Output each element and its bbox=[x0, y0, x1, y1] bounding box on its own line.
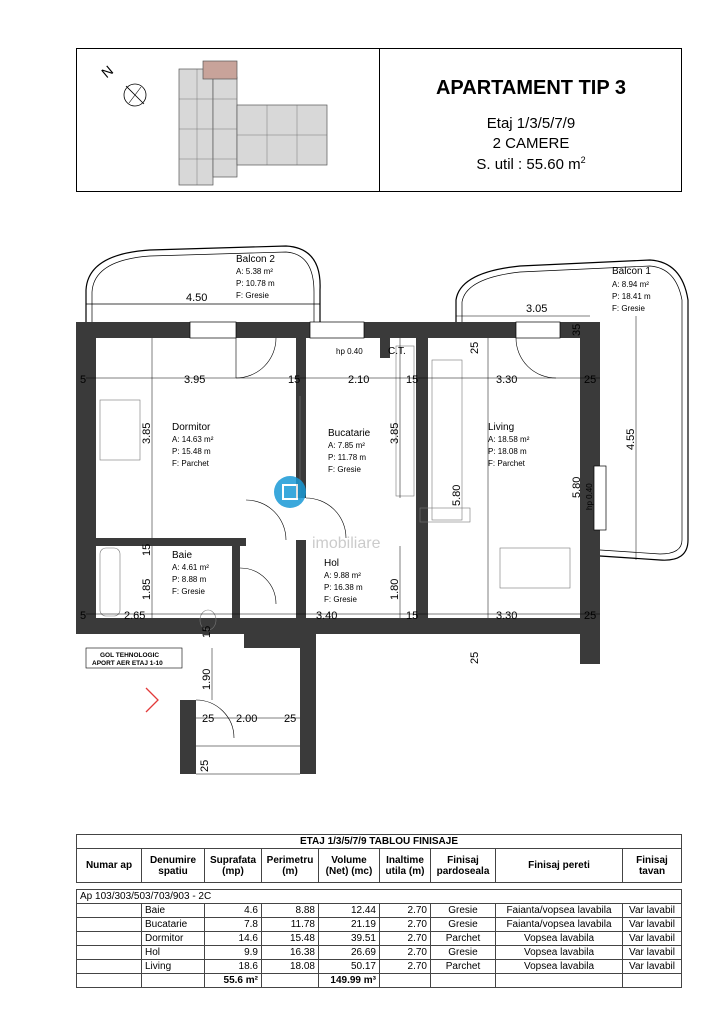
watermark-text: imobiliare bbox=[312, 535, 381, 552]
room-perimeter: P: 11.78 m bbox=[328, 453, 367, 462]
balcony-2-outline bbox=[86, 246, 320, 322]
table-row bbox=[77, 932, 682, 946]
dim-label: 25 bbox=[284, 713, 297, 725]
building-outline bbox=[179, 61, 327, 185]
dim-label: 15 bbox=[141, 543, 153, 556]
table-cell: 2.70 bbox=[380, 918, 431, 932]
table-cell: 8.88 bbox=[262, 904, 319, 918]
dim-label: 2.65 bbox=[124, 610, 146, 622]
dim-label: 1.80 bbox=[389, 578, 401, 600]
room-area: A: 4.61 m² bbox=[172, 563, 209, 572]
table-cell: 21.19 bbox=[319, 918, 380, 932]
area-label bbox=[379, 155, 683, 173]
table-row bbox=[77, 946, 682, 960]
balcony-1-area: A: 8.94 m² bbox=[612, 280, 649, 289]
balcony-2-width: 4.50 bbox=[186, 292, 208, 304]
table-cell: 2.70 bbox=[380, 932, 431, 946]
north-arrow-icon bbox=[98, 62, 146, 106]
dim-label: 3.85 bbox=[389, 422, 401, 444]
entry-arrow-icon bbox=[146, 688, 158, 712]
table-row bbox=[77, 918, 682, 932]
apartment-title: APARTAMENT TIP 3 bbox=[435, 77, 626, 99]
key-plan bbox=[77, 49, 377, 191]
table-cell: Gresie bbox=[431, 918, 496, 932]
dim-label: 25 bbox=[199, 759, 211, 772]
room-name: Baie bbox=[172, 550, 193, 561]
table-total-row bbox=[77, 974, 682, 988]
table-cell: 18.08 bbox=[262, 960, 319, 974]
dim-label: 1.85 bbox=[141, 578, 153, 600]
watermark-logo bbox=[274, 476, 306, 508]
header-box bbox=[76, 48, 682, 192]
dim-label: 25 bbox=[202, 713, 215, 725]
balcony-1-perimeter: P: 18.41 m bbox=[612, 292, 651, 301]
table-cell: Dormitor bbox=[142, 932, 205, 946]
room-finish: F: Gresie bbox=[328, 465, 361, 474]
table-cell: Vopsea lavabila bbox=[496, 932, 623, 946]
finish-table bbox=[76, 834, 682, 988]
table-cell: Baie bbox=[142, 904, 205, 918]
room-perimeter: P: 8.88 m bbox=[172, 575, 207, 584]
table-cell: 15.48 bbox=[262, 932, 319, 946]
dim-label: 3.95 bbox=[184, 374, 206, 386]
table-cell: Parchet bbox=[431, 932, 496, 946]
dim-label: 25 bbox=[469, 651, 481, 664]
table-cell: 18.6 bbox=[205, 960, 262, 974]
table-cell: 11.78 bbox=[262, 918, 319, 932]
col-header: Finisaj tavan bbox=[623, 849, 682, 883]
col-header: Finisaj pardoseala bbox=[431, 849, 496, 883]
room-dormitor bbox=[172, 422, 214, 468]
dim-label: 3.85 bbox=[141, 422, 153, 444]
table-cell: 26.69 bbox=[319, 946, 380, 960]
apartment-group-label: Ap 103/303/503/703/903 - 2C bbox=[77, 890, 682, 904]
dim-label: 3.30 bbox=[496, 374, 518, 386]
table-cell: 50.17 bbox=[319, 960, 380, 974]
room-perimeter: P: 15.48 m bbox=[172, 447, 211, 456]
total-area: 55.6 m² bbox=[205, 974, 262, 988]
balcony-1-width: 3.05 bbox=[526, 303, 548, 315]
table-cell: Var lavabil bbox=[623, 932, 682, 946]
table-cell-empty bbox=[77, 918, 142, 932]
dim-label: 1.90 bbox=[201, 668, 213, 690]
table-cell: 12.44 bbox=[319, 904, 380, 918]
room-area: A: 7.85 m² bbox=[328, 441, 365, 450]
col-header: Perimetru (m) bbox=[262, 849, 319, 883]
balcony-2-name: Balcon 2 bbox=[236, 254, 275, 265]
finish-table-wrap bbox=[76, 834, 682, 988]
table-row bbox=[77, 960, 682, 974]
table-cell: Hol bbox=[142, 946, 205, 960]
dim-label: 5.80 bbox=[451, 484, 463, 506]
table-cell: Vopsea lavabila bbox=[496, 946, 623, 960]
floor-plan bbox=[0, 200, 724, 800]
room-name: Living bbox=[488, 422, 515, 433]
table-cell: 2.70 bbox=[380, 904, 431, 918]
room-bucatarie bbox=[328, 428, 371, 474]
total-volume: 149.99 m³ bbox=[319, 974, 380, 988]
table-cell: 16.38 bbox=[262, 946, 319, 960]
dim-label: 5 bbox=[80, 610, 87, 622]
col-header: Numar ap bbox=[77, 849, 142, 883]
room-name: Hol bbox=[324, 558, 340, 569]
table-cell: 9.9 bbox=[205, 946, 262, 960]
room-finish: F: Parchet bbox=[172, 459, 209, 468]
rooms-label: 2 CAMERE bbox=[492, 135, 570, 152]
area-unit-sup: 2 bbox=[580, 155, 586, 165]
col-header: Volume (Net) (mc) bbox=[319, 849, 380, 883]
room-hol bbox=[324, 558, 363, 604]
table-cell: Bucatarie bbox=[142, 918, 205, 932]
table-cell: 39.51 bbox=[319, 932, 380, 946]
table-cell: Faianta/vopsea lavabila bbox=[496, 904, 623, 918]
balcony-1-name: Balcon 1 bbox=[612, 266, 651, 277]
dim-label: 15 bbox=[201, 625, 213, 638]
table-cell: Vopsea lavabila bbox=[496, 960, 623, 974]
balcony-2-area: A: 5.38 m² bbox=[236, 267, 273, 276]
dim-label: 2.10 bbox=[348, 374, 370, 386]
shaft-label-2: APORT AER ETAJ 1-10 bbox=[92, 660, 163, 667]
balcony-1-depth: 4.55 bbox=[625, 428, 637, 450]
dim-label: 15 bbox=[288, 374, 301, 386]
dim-label: 25 bbox=[584, 374, 597, 386]
balcony-1-outline bbox=[456, 260, 688, 560]
room-name: Dormitor bbox=[172, 422, 211, 433]
table-cell: Gresie bbox=[431, 946, 496, 960]
table-cell-empty bbox=[77, 904, 142, 918]
north-label: N bbox=[98, 62, 117, 81]
room-baie bbox=[172, 550, 209, 596]
table-cell: 7.8 bbox=[205, 918, 262, 932]
table-cell: Var lavabil bbox=[623, 918, 682, 932]
table-cell: Gresie bbox=[431, 904, 496, 918]
table-cell: 2.70 bbox=[380, 960, 431, 974]
area-value: S. util : 55.60 m bbox=[476, 156, 581, 173]
table-cell-empty bbox=[77, 932, 142, 946]
dim-label: 2.00 bbox=[236, 713, 258, 725]
room-finish: F: Gresie bbox=[324, 595, 357, 604]
balcony-1-finish: F: Gresie bbox=[612, 304, 645, 313]
room-perimeter: P: 18.08 m bbox=[488, 447, 527, 456]
col-header: Suprafata (mp) bbox=[205, 849, 262, 883]
table-cell: 4.6 bbox=[205, 904, 262, 918]
dim-label: 35 bbox=[571, 323, 583, 336]
balcony-2-finish: F: Gresie bbox=[236, 291, 269, 300]
room-finish: F: Gresie bbox=[172, 587, 205, 596]
table-cell-empty bbox=[77, 946, 142, 960]
table-cell: Parchet bbox=[431, 960, 496, 974]
room-area: A: 18.58 m² bbox=[488, 435, 530, 444]
room-finish: F: Parchet bbox=[488, 459, 525, 468]
table-row bbox=[77, 904, 682, 918]
dim-label: 15 bbox=[406, 374, 419, 386]
table-cell: Var lavabil bbox=[623, 960, 682, 974]
dim-label: hp 0.40 bbox=[585, 483, 594, 510]
table-title: ETAJ 1/3/5/7/9 TABLOU FINISAJE bbox=[77, 835, 682, 849]
dim-label: C.T. bbox=[388, 346, 406, 357]
floor-label: Etaj 1/3/5/7/9 bbox=[486, 115, 576, 132]
room-perimeter: P: 16.38 m bbox=[324, 583, 363, 592]
dim-label: 5 bbox=[80, 374, 87, 386]
dim-label: 25 bbox=[584, 610, 597, 622]
col-header: Inaltime utila (m) bbox=[380, 849, 431, 883]
table-cell: Faianta/vopsea lavabila bbox=[496, 918, 623, 932]
dim-label: 25 bbox=[469, 341, 481, 354]
dim-label: 5.80 bbox=[571, 476, 583, 498]
table-cell: Living bbox=[142, 960, 205, 974]
balcony-2-perimeter: P: 10.78 m bbox=[236, 279, 275, 288]
table-cell-empty bbox=[77, 960, 142, 974]
room-name: Bucatarie bbox=[328, 428, 371, 439]
room-living bbox=[488, 422, 530, 468]
col-header: Denumire spatiu bbox=[142, 849, 205, 883]
dim-label: hp 0.40 bbox=[336, 347, 363, 356]
room-area: A: 14.63 m² bbox=[172, 435, 214, 444]
table-cell: 14.6 bbox=[205, 932, 262, 946]
dim-label: 3.40 bbox=[316, 610, 338, 622]
table-header-row bbox=[77, 849, 682, 883]
room-area: A: 9.88 m² bbox=[324, 571, 361, 580]
dim-label: 15 bbox=[406, 610, 419, 622]
col-header: Finisaj pereti bbox=[496, 849, 623, 883]
table-cell: 2.70 bbox=[380, 946, 431, 960]
table-cell: Var lavabil bbox=[623, 946, 682, 960]
table-cell: Var lavabil bbox=[623, 904, 682, 918]
dim-label: 3.30 bbox=[496, 610, 518, 622]
shaft-label-1: GOL TEHNOLOGIC bbox=[100, 652, 160, 659]
